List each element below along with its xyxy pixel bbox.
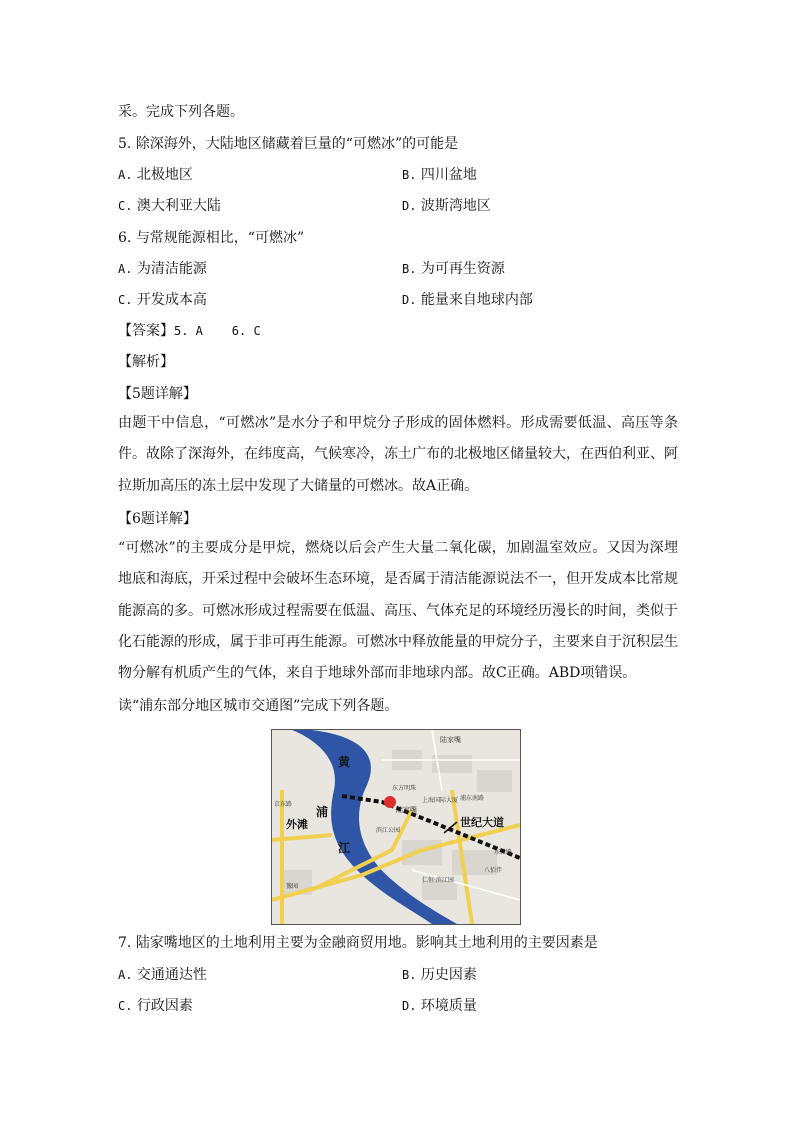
lujiazui-marker-icon [384,796,396,808]
lujiazui-top-label: 陆家嘴 [440,736,461,744]
question-6-stem [118,228,304,248]
century-avenue-label: 世纪大道 [460,816,504,829]
option-6-b: B. 为可再生资源 [402,261,505,277]
option-7-d: D. 环境质量 [402,998,477,1014]
option-6-d: D. 能量来自地球内部 [402,292,533,308]
question-text: 陆家嘴地区的土地利用主要为金融商贸用地。影响其土地利用的主要因素是 [135,935,598,951]
option-7-c: C. 行政因素 [118,998,193,1014]
question-number: 5. [118,136,132,152]
option-6-c: C. 开发成本高 [118,292,207,308]
question-number: 7. [118,935,132,951]
lujiazui-station-label: 陆家嘴 [396,806,417,814]
dongfang-label: 东方明珠 [392,785,417,792]
pudong-traffic-map [271,729,521,925]
option-7-a: A. 交通通达性 [118,967,207,983]
question-5-stem [118,134,458,154]
option-7-b: B. 历史因素 [402,967,477,983]
question-number: 6. [118,230,132,246]
yuyuan-label: 豫园 [286,883,299,890]
answer-label: 【答案】 [118,323,174,339]
detail-6-title: 【6题详解】 [118,511,197,527]
detail-6-text: “可燃冰”的主要成分是甲烷，燃烧以后会产生大量二氧化碳，加剧温室效应。又因为深埋地底和海底，开采过程中会破坏生态环境，是否属于清洁能源说法不一，但开发成本比常规能源高的多。可燃冰形成过程需要在低温、高压、气体充足的环境经历漫长的时间，类似于化石能源的形成，属于非可再生能源。可燃冰中释放能量的甲烷分子，主要来自于沉积层生物分解有机质产生的气体，来自于地球外部而非地球内部。故C正确。ABD项错误。 [118,540,678,682]
nanjing-east-label: 京东路 [274,801,293,808]
map-graphic [272,730,520,924]
answer-line [118,321,261,341]
river-label-2: 浦 [316,805,329,819]
shanghai-tower-label: 上海国际大厦 [422,797,459,804]
question-text: 除深海外，大陆地区储藏着巨量的“可燃冰”的可能是 [135,136,459,152]
river-label-3: 江 [338,841,351,855]
option-6-a: A. 为清洁能源 [118,261,207,277]
river-label-1: 黄 [338,755,351,769]
detail-5-text: 由题干中信息，“可燃冰”是水分子和甲烷分子形成的固体燃料。形成需要低温、高压等条件。故除了深海外，在纬度高，气候寒冷，冻土广布的北极地区储量较大，在西伯利亚、阿拉斯加高压的冻土层中发现了大储量的可燃冰。故A正确。 [118,415,678,494]
pudong-south-label: 浦东南路 [460,795,485,802]
intro-tail: 采。完成下列各题。 [118,104,244,120]
option-5-b: B. 四川盆地 [402,167,477,183]
question-text: 与常规能源相比，“可燃冰” [135,230,305,246]
map-intro: 读“浦东部分地区城市交通图”完成下列各题。 [118,698,399,714]
analysis-label: 【解析】 [118,354,174,370]
option-5-a: A. 北极地区 [118,167,193,183]
renhe-label: 仁恒·滨江园 [422,877,454,884]
option-5-c: C. 澳大利亚大陆 [118,198,221,214]
question-7-stem [118,933,598,953]
detail-5-title: 【5题详解】 [118,386,197,402]
binjiang-park-label: 滨江公园 [376,827,401,834]
bajiao-label: 八佰伴 [484,867,503,874]
option-5-d: D. 波斯湾地区 [402,198,491,214]
answer-items: 5. A 6. C [174,324,261,338]
bund-label: 外滩 [286,818,308,831]
dongchang-label: 东昌路 [494,849,513,856]
